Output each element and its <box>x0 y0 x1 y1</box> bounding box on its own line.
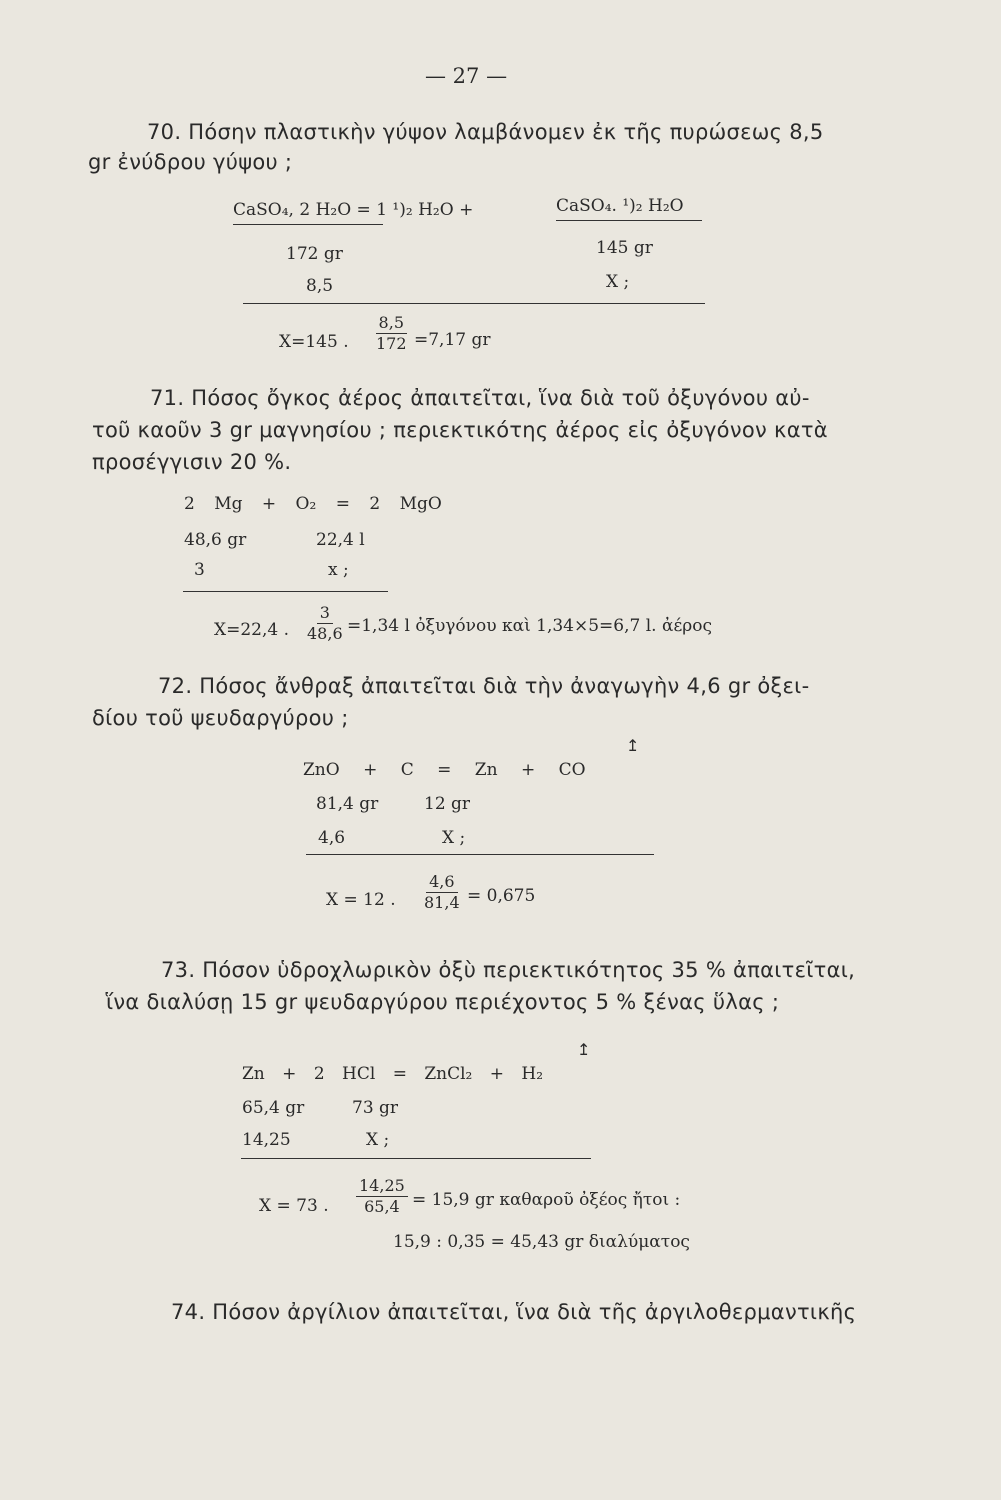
separator-line <box>243 303 705 304</box>
problem-73-result-prefix: X = 73 . <box>259 1196 329 1216</box>
fraction-numerator: 3 <box>317 603 333 624</box>
separator-line <box>306 854 654 855</box>
fraction-denominator: 48,6 <box>307 624 343 643</box>
problem-70-heading-cont: gr ἐνύδρου γύψου ; <box>88 150 293 174</box>
problem-70-heading: 70. Πόσην πλαστικὴν γύψον λαμβάνομεν ἐκ τῆς πυρώσεως 8,5 <box>147 120 824 144</box>
problem-70-fraction <box>373 313 410 354</box>
problem-73-equation: Zn + 2 HCl = ZnCl₂ + H₂ <box>242 1064 544 1084</box>
problem-70-row1-right: 145 gr <box>596 238 653 258</box>
problem-72-row1-right: 12 gr <box>424 794 471 814</box>
underline <box>233 224 383 225</box>
problem-73-row1-right: 73 gr <box>352 1098 399 1118</box>
problem-70-equation-right: CaSO₄. ¹)₂ H₂O <box>556 196 684 216</box>
problem-72-row1-left: 81,4 gr <box>316 794 379 814</box>
problem-70-result-suffix: =7,17 gr <box>414 330 491 350</box>
problem-72-result-prefix: X = 12 . <box>326 890 396 910</box>
problem-73-row2-right: X ; <box>366 1130 390 1150</box>
problem-71-row1-right: 22,4 l <box>316 530 365 550</box>
problem-70-equation-left: CaSO₄, 2 H₂O = 1 ¹)₂ H₂O + <box>233 200 474 220</box>
problem-70-row1-left: 172 gr <box>286 244 343 264</box>
problem-71-row1-left: 48,6 gr <box>184 530 247 550</box>
problem-73-fraction <box>356 1176 408 1217</box>
gas-arrow-up-icon: ↥ <box>626 736 640 755</box>
problem-72-row2-right: X ; <box>442 828 466 848</box>
problem-71-equation: 2 Mg + O₂ = 2 MgO <box>184 494 442 514</box>
problem-73-row2-left: 14,25 <box>242 1130 291 1150</box>
gas-arrow-up-icon: ↥ <box>577 1040 591 1059</box>
fraction-numerator: 4,6 <box>426 872 457 893</box>
problem-71-result-suffix: =1,34 l ὀξυγόνου καὶ 1,34×5=6,7 l. ἀέρος <box>347 616 713 636</box>
problem-71-row2-right: x ; <box>328 560 349 580</box>
fraction-numerator: 8,5 <box>376 313 407 334</box>
problem-71-fraction <box>304 603 346 644</box>
problem-72-equation: ZnO + C = Zn + CO <box>303 760 586 780</box>
page-number: — 27 — <box>425 64 508 88</box>
problem-70-result-prefix: X=145 . <box>279 332 349 352</box>
problem-70-row2-right: X ; <box>606 272 630 292</box>
problem-72-heading-cont: δίου τοῦ ψευδαργύρου ; <box>92 706 349 730</box>
problem-74-heading: 74. Πόσον ἀργίλιον ἀπαιτεῖται, ἵνα διὰ τῆς ἀργιλοθερμαντικῆς <box>171 1300 857 1324</box>
problem-71-heading: 71. Πόσος ὄγκος ἀέρος ἀπαιτεῖται, ἵνα διὰ τοῦ ὀξυγόνου αὐ- <box>150 386 810 410</box>
problem-72-heading: 72. Πόσος ἄνθραξ ἀπαιτεῖται διὰ τὴν ἀναγωγὴν 4,6 gr ὀξει- <box>158 674 810 698</box>
fraction-denominator: 81,4 <box>424 893 460 912</box>
underline <box>556 220 702 221</box>
problem-73-heading-cont: ἵνα διαλύσῃ 15 gr ψευδαργύρου περιέχοντος 5 % ξένας ὕλας ; <box>106 990 780 1014</box>
problem-71-heading-cont2: προσέγγισιν 20 %. <box>92 450 292 474</box>
problem-70-row2-left: 8,5 <box>306 276 334 296</box>
problem-72-row2-left: 4,6 <box>318 828 346 848</box>
fraction-numerator: 14,25 <box>356 1176 408 1197</box>
problem-72-result-suffix: = 0,675 <box>467 886 536 906</box>
fraction-denominator: 172 <box>376 334 407 353</box>
problem-73-result-line2: 15,9 : 0,35 = 45,43 gr διαλύματος <box>393 1232 690 1252</box>
problem-71-row2-left: 3 <box>194 560 205 580</box>
separator-line <box>183 591 388 592</box>
separator-line <box>241 1158 591 1159</box>
problem-73-result-suffix: = 15,9 gr καθαροῦ ὀξέος ἤτοι : <box>412 1190 681 1210</box>
problem-73-row1-left: 65,4 gr <box>242 1098 305 1118</box>
fraction-denominator: 65,4 <box>364 1197 400 1216</box>
problem-71-result-prefix: X=22,4 . <box>214 620 290 640</box>
problem-71-heading-cont: τοῦ καοῦν 3 gr μαγνησίου ; περιεκτικότης ἀέρος εἰς ὀξυγόνον κατὰ <box>92 418 828 442</box>
problem-72-fraction <box>421 872 463 913</box>
problem-73-heading: 73. Πόσον ὑδροχλωρικὸν ὀξὺ περιεκτικότητος 35 % ἀπαιτεῖται, <box>161 958 856 982</box>
